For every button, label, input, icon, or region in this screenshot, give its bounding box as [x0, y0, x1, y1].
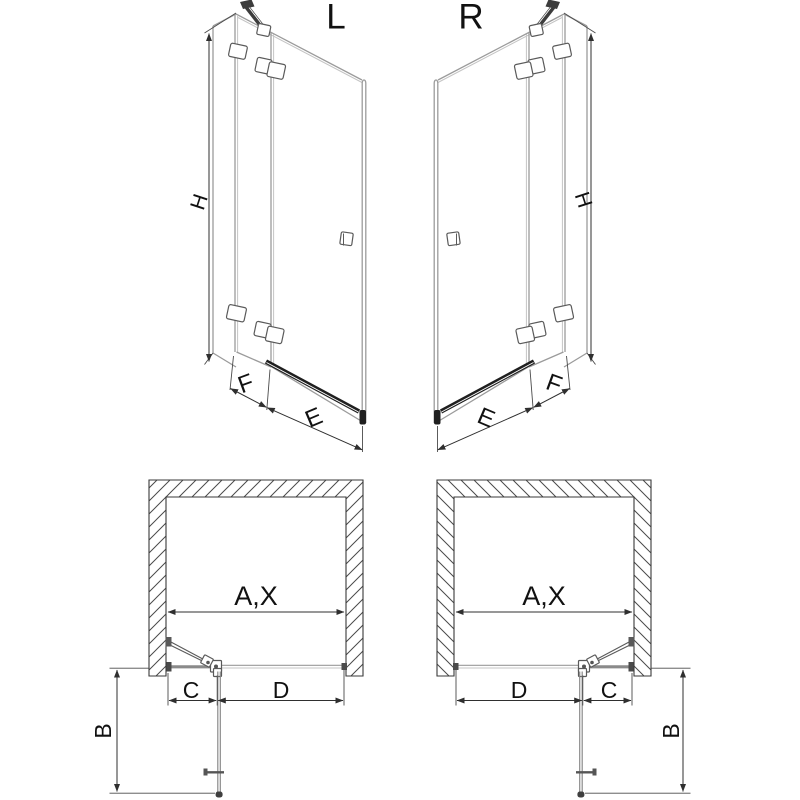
- fixed-dim-label-rightplan: C: [600, 677, 618, 703]
- door-dim-label-leftplan: D: [272, 677, 290, 703]
- projection-dim-label-rightplan: B: [658, 723, 684, 739]
- height-dim-label-left: H: [186, 191, 213, 213]
- height-dim-label-right: H: [569, 189, 597, 211]
- opening-width-label-rightplan: A,X: [522, 581, 566, 611]
- right-view-label: R: [458, 0, 484, 37]
- door-dim-label-right3d: E: [473, 402, 499, 434]
- opening-width-label-leftplan: A,X: [234, 581, 278, 611]
- fixed-dim-label-left3d: F: [234, 368, 258, 400]
- left-view-label: L: [326, 0, 346, 37]
- right-plan-view: [437, 480, 691, 798]
- left-plan-view: [110, 480, 364, 798]
- fixed-dim-label-right3d: F: [542, 368, 566, 400]
- door-dim-label-left3d: E: [301, 402, 327, 434]
- left-3d-view: [205, 0, 367, 452]
- door-dim-label-rightplan: D: [510, 677, 528, 703]
- right-3d-view: [434, 0, 596, 452]
- fixed-dim-label-leftplan: C: [182, 677, 200, 703]
- projection-dim-label-leftplan: B: [90, 723, 116, 739]
